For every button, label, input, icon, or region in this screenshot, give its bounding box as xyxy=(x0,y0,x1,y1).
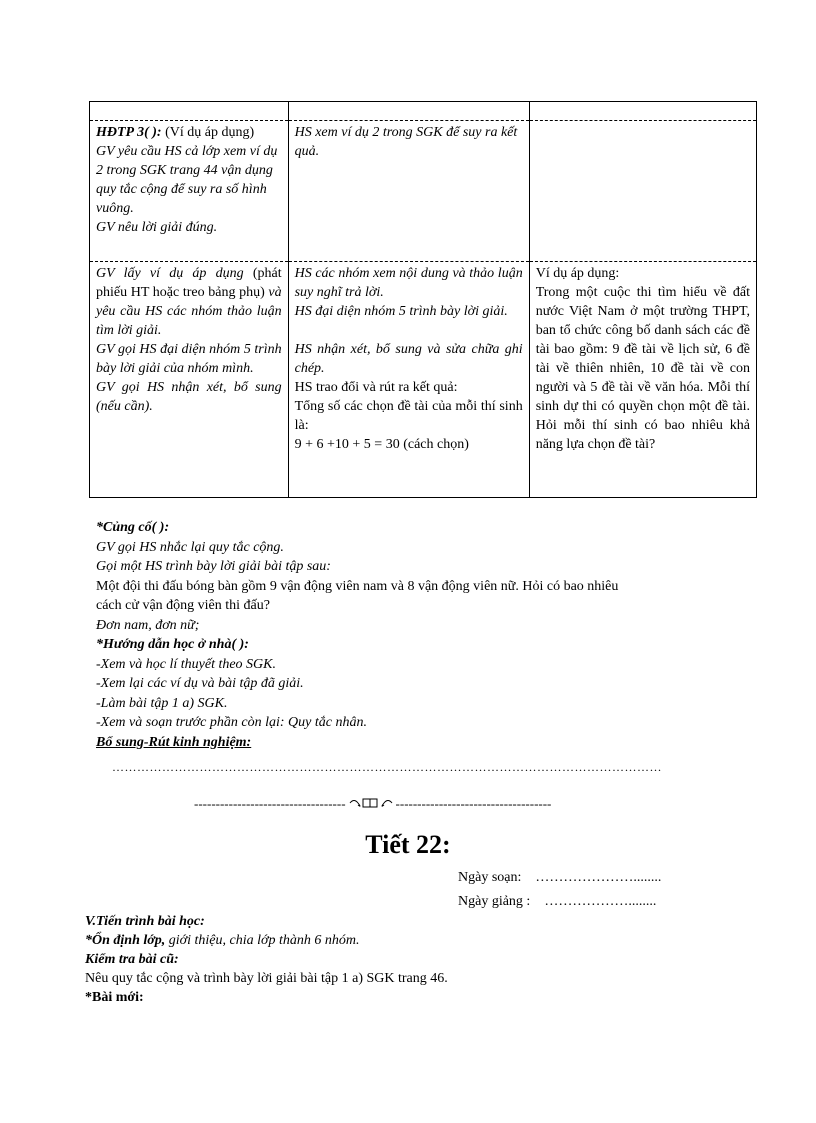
empty-cell xyxy=(288,102,529,121)
org-rest: giới thiệu, chia lớp thành 6 nhóm. xyxy=(165,933,360,948)
exercise-text: cách cử vận động viên thi đấu? xyxy=(96,598,270,613)
teach-label: Ngày giảng : xyxy=(458,894,531,909)
empty-cell xyxy=(529,102,756,121)
teacher-example-task: và yêu cầu HS các nhóm thảo luận tìm lời giải. xyxy=(96,285,282,338)
teacher-call-group: GV gọi HS đại diện nhóm 5 trình bày lời giải của nhóm mình. xyxy=(96,342,282,376)
homework-item: -Xem và học lí thuyết theo SGK. xyxy=(96,656,277,672)
teacher-call-review: GV gọi HS nhận xét, bổ sung (nếu cần). xyxy=(96,380,282,414)
student-activity-text: HS xem ví dụ 2 trong SGK để suy ra kết quả. xyxy=(294,125,518,159)
teacher-activity-cell xyxy=(90,262,289,498)
org-bold: *Ổn định lớp, xyxy=(85,933,166,948)
teacher-example-mode: (phát phiếu HT hoặc treo bảng phụ) xyxy=(96,266,282,300)
supplement-heading: Bổ sung-Rút kinh nghiệm: xyxy=(96,734,252,750)
teacher-answer: GV nêu lời giải đúng. xyxy=(96,220,218,235)
consolidation-section xyxy=(96,518,736,752)
prep-value: …………………........ xyxy=(535,870,662,885)
teach-value: ………………........ xyxy=(544,894,657,909)
activity-heading-rest: (Ví dụ áp dụng) xyxy=(161,125,255,140)
homework-heading: *Hướng dẫn học ở nhà( ): xyxy=(96,637,249,652)
table-top-row xyxy=(90,102,757,121)
homework-item: -Xem và soạn trước phần còn lại: Quy tắc nhân. xyxy=(96,715,367,730)
example-title: Ví dụ áp dụng: xyxy=(535,266,620,281)
empty-cell xyxy=(90,102,289,121)
content-cell xyxy=(529,262,756,498)
student-review: HS nhận xét, bổ sung và sửa chữa ghi chép. xyxy=(294,342,523,376)
student-total-formula: 9 + 6 +10 + 5 = 30 (cách chọn) xyxy=(294,437,469,452)
student-activity-cell xyxy=(288,121,529,262)
teacher-instruction: GV yêu cầu HS cả lớp xem ví dụ 2 trong SGK trang 44 vận dụng quy tắc cộng để suy ra số hình vuông. xyxy=(96,144,278,216)
consolidation-heading: *Củng cố( ): xyxy=(96,520,170,535)
progress-section xyxy=(85,912,735,1007)
lesson-dates xyxy=(458,866,661,914)
new-lesson-heading: *Bài mới: xyxy=(85,990,144,1005)
lesson-title: Tiết 22: xyxy=(365,830,451,859)
check-text: Nêu quy tắc cộng và trình bày lời giải bài tập 1 a) SGK trang 46. xyxy=(85,971,448,986)
class-organization xyxy=(85,931,735,950)
lesson-table xyxy=(89,101,757,498)
activity-heading: HĐTP 3( ): xyxy=(96,125,162,140)
prep-label: Ngày soạn: xyxy=(458,870,522,885)
table-row xyxy=(90,121,757,262)
exercise-answer: Đơn nam, đơn nữ; xyxy=(96,617,200,633)
student-discuss: HS các nhóm xem nội dung và thảo luận suy nghĩ trả lời. xyxy=(294,266,523,300)
homework-item: -Làm bài tập 1 a) SGK. xyxy=(96,695,228,711)
prep-date-row xyxy=(458,866,661,890)
section-divider xyxy=(194,796,551,813)
table-row xyxy=(90,262,757,498)
example-body: Trong một cuộc thi tìm hiểu về đất nước Việt Nam ở một trường THPT, ban tổ chức công bố danh sách các đề tài bao gồm: 9 đề tài về lịch sử, 6 đề tài về thiên nhiên, 10 đề tài về con người và 5 đề tài về văn hóa. Mỗi thí sinh dự thi có quyền chọn một đề tài. Hỏi mỗi thí sinh có bao nhiêu khả năng lựa chọn đề tài? xyxy=(535,285,750,452)
spacer xyxy=(295,321,523,340)
check-heading: Kiểm tra bài cũ: xyxy=(85,952,179,967)
content-cell xyxy=(529,121,756,262)
consolidation-line: GV gọi HS nhắc lại quy tắc cộng. xyxy=(96,539,284,555)
divider-right: ------------------------------------ xyxy=(395,796,552,811)
exercise-text: Một đội thi đấu bóng bàn gồm 9 vận động viên nam và 8 vận động viên nữ. Hỏi có bao nhiêu xyxy=(96,578,619,594)
student-activity-cell xyxy=(288,262,529,498)
progress-heading: V.Tiến trình bài học: xyxy=(85,914,205,929)
student-total-label: Tổng số các chọn đề tài của mỗi thí sinh là: xyxy=(294,399,523,433)
student-exchange: HS trao đổi và rút ra kết quả: xyxy=(294,380,458,395)
divider-left: ----------------------------------- xyxy=(194,796,346,811)
teacher-example-intro: GV lấy ví dụ áp dụng xyxy=(96,266,244,281)
consolidation-line: Gọi một HS trình bày lời giải bài tập sau: xyxy=(96,559,331,574)
student-present: HS đại diện nhóm 5 trình bày lời giải. xyxy=(294,304,508,319)
teach-date-row xyxy=(458,890,661,914)
book-ornament-icon xyxy=(348,797,394,813)
homework-item: -Xem lại các ví dụ và bài tập đã giải. xyxy=(96,676,304,691)
teacher-activity-cell xyxy=(90,121,289,262)
supplement-dots: …………………………………………………………………………………………………………………… xyxy=(112,760,662,774)
